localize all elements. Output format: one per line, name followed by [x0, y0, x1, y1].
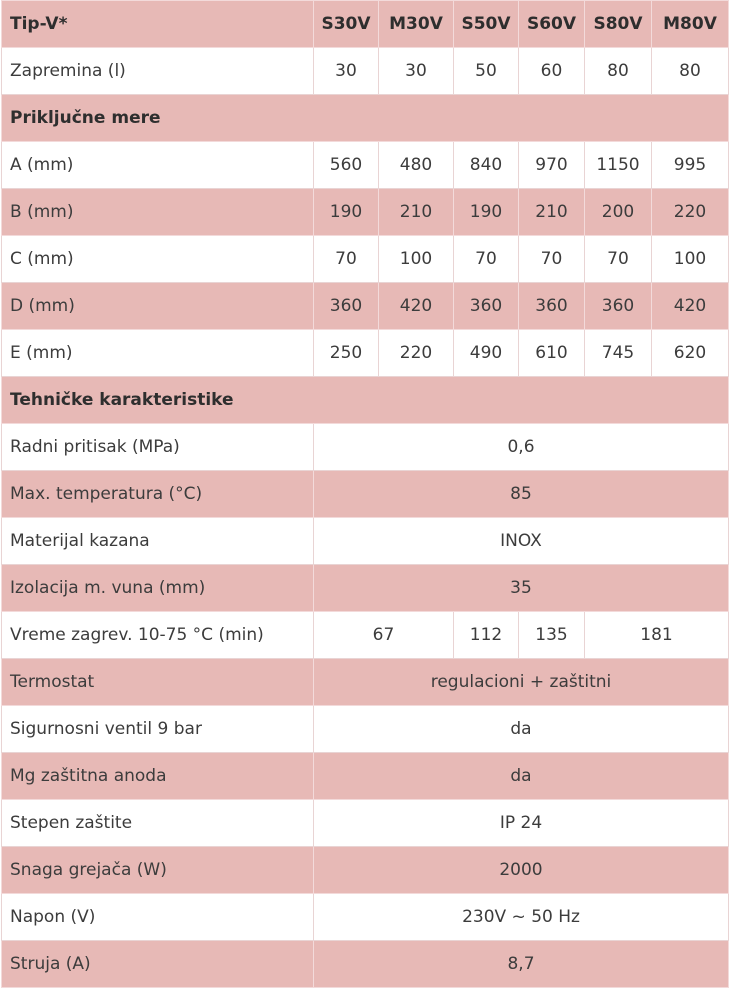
cell: 80 — [652, 48, 729, 95]
table-row-e — [2, 330, 729, 377]
cell: 745 — [585, 330, 652, 377]
cell: 970 — [519, 142, 585, 189]
cell: 2000 — [314, 847, 729, 894]
cell: regulacioni + zaštitni — [314, 659, 729, 706]
cell: INOX — [314, 518, 729, 565]
cell: 220 — [379, 330, 454, 377]
table-row-current — [2, 941, 729, 988]
cell: 60 — [519, 48, 585, 95]
table-row-c — [2, 236, 729, 283]
row-label: Termostat — [2, 659, 314, 706]
row-label: Radni pritisak (MPa) — [2, 424, 314, 471]
table-row-insulation — [2, 565, 729, 612]
table-row-a — [2, 142, 729, 189]
row-label: Sigurnosni ventil 9 bar — [2, 706, 314, 753]
row-label: Mg zaštitna anoda — [2, 753, 314, 800]
cell: 480 — [379, 142, 454, 189]
cell: 200 — [585, 189, 652, 236]
cell: 420 — [652, 283, 729, 330]
cell: 100 — [379, 236, 454, 283]
header-col-s30v: S30V — [314, 1, 379, 48]
section-heading: Tehničke karakteristike — [2, 377, 729, 424]
cell: 8,7 — [314, 941, 729, 988]
cell: 620 — [652, 330, 729, 377]
cell: da — [314, 753, 729, 800]
cell: 50 — [454, 48, 519, 95]
row-label: C (mm) — [2, 236, 314, 283]
table-row-material — [2, 518, 729, 565]
row-label: Materijal kazana — [2, 518, 314, 565]
cell: 70 — [519, 236, 585, 283]
table-row-d — [2, 283, 729, 330]
cell: 420 — [379, 283, 454, 330]
cell: 85 — [314, 471, 729, 518]
table-header-row — [2, 1, 729, 48]
section-heading: Priključne mere — [2, 95, 729, 142]
cell: 190 — [314, 189, 379, 236]
row-label: D (mm) — [2, 283, 314, 330]
cell: 490 — [454, 330, 519, 377]
cell: 181 — [585, 612, 729, 659]
table-row-anode — [2, 753, 729, 800]
cell: 360 — [585, 283, 652, 330]
cell: 190 — [454, 189, 519, 236]
spec-table — [1, 0, 729, 988]
cell: 135 — [519, 612, 585, 659]
table-row-heater-power — [2, 847, 729, 894]
cell: 70 — [314, 236, 379, 283]
cell: 995 — [652, 142, 729, 189]
row-label: Stepen zaštite — [2, 800, 314, 847]
header-col-m30v: M30V — [379, 1, 454, 48]
row-label: B (mm) — [2, 189, 314, 236]
cell: 250 — [314, 330, 379, 377]
cell: da — [314, 706, 729, 753]
row-label: Zapremina (l) — [2, 48, 314, 95]
cell: 220 — [652, 189, 729, 236]
cell: 70 — [585, 236, 652, 283]
cell: 230V ~ 50 Hz — [314, 894, 729, 941]
table-row-b — [2, 189, 729, 236]
table-row-heating-time — [2, 612, 729, 659]
cell: 840 — [454, 142, 519, 189]
cell: 210 — [519, 189, 585, 236]
row-label: Izolacija m. vuna (mm) — [2, 565, 314, 612]
cell: 360 — [454, 283, 519, 330]
row-label: Napon (V) — [2, 894, 314, 941]
cell: 100 — [652, 236, 729, 283]
table-row-max-temp — [2, 471, 729, 518]
section-row-technical — [2, 377, 729, 424]
cell: 30 — [379, 48, 454, 95]
cell: 0,6 — [314, 424, 729, 471]
cell: 112 — [454, 612, 519, 659]
cell: 560 — [314, 142, 379, 189]
cell: 80 — [585, 48, 652, 95]
header-col-s80v: S80V — [585, 1, 652, 48]
cell: 210 — [379, 189, 454, 236]
table-row-volume — [2, 48, 729, 95]
header-col-m80v: M80V — [652, 1, 729, 48]
cell: 360 — [314, 283, 379, 330]
table-row-protection — [2, 800, 729, 847]
cell: 360 — [519, 283, 585, 330]
section-row-dimensions — [2, 95, 729, 142]
row-label: Snaga grejača (W) — [2, 847, 314, 894]
table-row-voltage — [2, 894, 729, 941]
row-label: Struja (A) — [2, 941, 314, 988]
row-label: Max. temperatura (°C) — [2, 471, 314, 518]
row-label: E (mm) — [2, 330, 314, 377]
row-label: Vreme zagrev. 10-75 °C (min) — [2, 612, 314, 659]
cell: 610 — [519, 330, 585, 377]
cell: 67 — [314, 612, 454, 659]
table-row-thermostat — [2, 659, 729, 706]
cell: 70 — [454, 236, 519, 283]
cell: 1150 — [585, 142, 652, 189]
cell: IP 24 — [314, 800, 729, 847]
header-col-s50v: S50V — [454, 1, 519, 48]
row-label: A (mm) — [2, 142, 314, 189]
table-row-pressure — [2, 424, 729, 471]
cell: 30 — [314, 48, 379, 95]
header-type-label: Tip-V* — [2, 1, 314, 48]
header-col-s60v: S60V — [519, 1, 585, 48]
table-row-safety-valve — [2, 706, 729, 753]
cell: 35 — [314, 565, 729, 612]
